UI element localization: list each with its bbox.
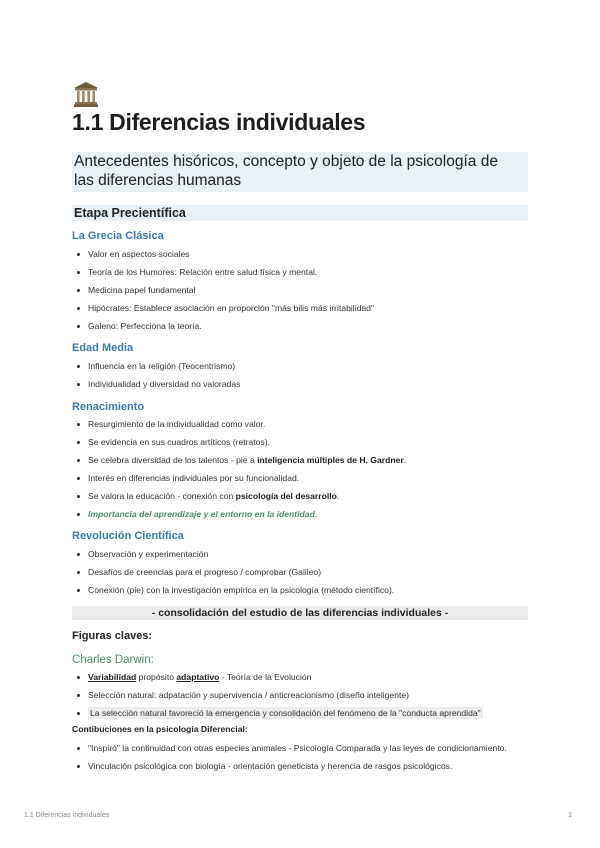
footer-title: 1.1 Diferencias individuales [24, 812, 110, 819]
item-bold-text: inteligencia múltiples de H. Gardner [257, 455, 404, 465]
item-text: . [403, 455, 407, 465]
list-item: "Inspiró" la continuidad con otras especies animales - Psicología Comparada y las leyes de condicionamiento. [72, 742, 532, 754]
list-item: Vinculación psicológica con biología - orientación geneticista y herencia de rasgos psicológicos. [72, 760, 532, 772]
classical-building-icon [72, 80, 100, 108]
item-text: . [336, 491, 340, 501]
list-item [72, 490, 532, 502]
middle-age-list [72, 360, 532, 396]
item-text: Se celebra diversidad de los talentos - pie a [88, 455, 258, 465]
list-item [72, 707, 532, 719]
list-item: Galeno: Perfecciona la teoría. [72, 320, 532, 332]
list-item: Desafíos de creencias para el progreso / comprobar (Galileo) [72, 566, 532, 578]
contributions-heading: Contibuciones en la psicología Diferencial: [72, 724, 248, 734]
darwin-list [72, 671, 532, 725]
stage-heading: Etapa Precientífica [72, 205, 528, 221]
list-item: Resurgimiento de la individualidad como valor. [72, 418, 532, 430]
item-text: propósito [136, 672, 177, 682]
list-item: Interés en diferencias individuales por su funcionalidad. [72, 472, 532, 484]
list-item: Conexión (pie) con la investigación empírica en la psicología (método científico). [72, 584, 532, 596]
item-bold-text: Variabilidad [88, 672, 137, 682]
list-item: Influencia en la religión (Teocentrismo) [72, 360, 532, 372]
darwin-heading: Charles Darwin: [72, 654, 154, 666]
list-item: Se evidencia en sus cuadros artíticos (retratos). [72, 436, 532, 448]
list-item: Observación y experimentación [72, 548, 532, 560]
greece-heading: La Grecia Clásica [72, 230, 164, 242]
contributions-list [72, 742, 532, 778]
item-bold-text: adaptativo [176, 672, 220, 682]
item-text: . [314, 509, 318, 519]
figures-heading: Figuras claves: [72, 630, 153, 642]
consolidation-banner: - consolidación del estudio de las diferencias individuales - [72, 606, 528, 620]
list-item: Valor en aspectos sociales [72, 248, 532, 260]
list-item: Medicina papel fundamental [72, 284, 532, 296]
revolution-heading: Revolución Científica [72, 530, 184, 542]
revolution-list [72, 548, 532, 602]
section-heading: Antecedentes hisóricos, concepto y objeto de la psicología de las diferencias humanas [72, 152, 528, 192]
list-item: Teoría de los Humores: Relación entre salud física y mental. [72, 266, 532, 278]
list-item: Individualidad y diversidad no valoradas [72, 378, 532, 390]
list-item [72, 454, 532, 466]
greece-list [72, 248, 532, 338]
list-item: Selección natural: adpatación y supervivencia / anticreacionismo (diseño inteligente) [72, 689, 532, 701]
item-text: Se valora la educación - conexión con [88, 491, 236, 501]
list-item: Hipócrates: Establece asociación en proporción "más bilis más irritabilidad" [72, 302, 532, 314]
item-emphasis-text: Importancia del aprendizaje y el entorno en la identidad [88, 509, 315, 519]
item-text: - Teoría de la Evolución [219, 672, 312, 682]
list-item [72, 508, 532, 520]
page-number: 1 [568, 812, 572, 819]
renaissance-heading: Renacimiento [72, 401, 145, 413]
middle-age-heading: Edad Media [72, 342, 134, 354]
page-title: 1.1 Diferencias individuales [72, 109, 366, 135]
highlighted-text: La selección natural favoreció la emergencia y consolidación del fenómeno de la "conducta aprendida" [90, 708, 481, 718]
item-bold-text: psicología del desarrollo [235, 491, 337, 501]
list-item [72, 671, 532, 683]
renaissance-list [72, 418, 532, 526]
